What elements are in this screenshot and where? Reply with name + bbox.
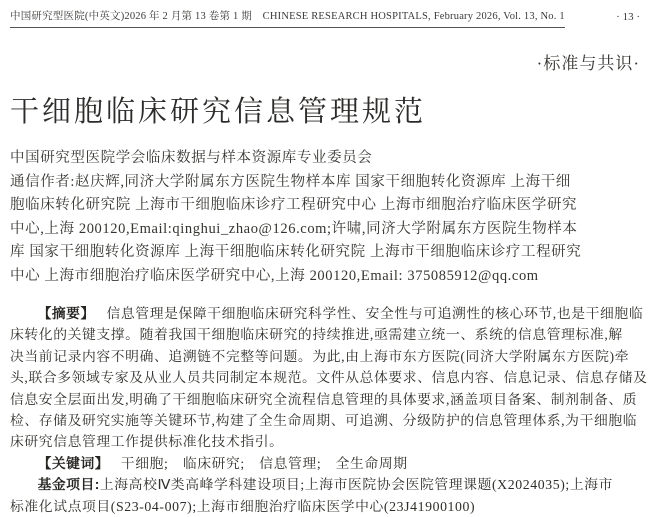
funding-second-line: 标准化试点项目(S23-04-007);上海市细胞治疗临床医学中心(23J41900100) — [10, 498, 476, 514]
article-title: 干细胞临床研究信息管理规范 — [10, 96, 427, 128]
text-line: 中心,上海 200120,Email:qinghui_zhao@126.com;许啸,同济大学附属东方医院生物样本 — [10, 220, 578, 237]
text-line: 胞临床转化研究院 上海市干细胞临床诊疗工程研究中心 上海市细胞治疗临床医学研究 — [10, 197, 578, 213]
text-line: 头,联合多领域专家及从业人员共同制定本规范。文件从总体要求、信息内容、信息记录、信息存储及 — [10, 370, 648, 386]
text-line: 决当前记录内容不明确、追溯链不完整等问题。为此,由上海市东方医院(同济大学附属东方医院)牵 — [10, 348, 630, 364]
abstract-block — [10, 303, 648, 517]
author-committee: 中国研究型医院学会临床数据与样本资源库专业委员会 — [10, 150, 373, 166]
page-number: · 13 · — [616, 11, 640, 23]
correspondence-block — [10, 171, 648, 289]
journal-citation: 中国研究型医院(中英文)2026 年 2 月第 13 卷第 1 期 CHINESE RESEARCH HOSPITALS, February 2026, Vol. 13, No. 1 — [10, 10, 565, 28]
text-line: 床研究信息管理工作提供标准化技术指引。 — [10, 434, 284, 450]
text-line: 信息安全层面出发,明确了干细胞临床研究全流程信息管理的具体要求,涵盖项目备案、制剂制备、质 — [10, 391, 638, 407]
keywords-row — [10, 453, 648, 474]
keywords-label: 【关键词】 — [37, 455, 110, 471]
text-line: 库 国家干细胞转化资源库 上海干细胞临床转化研究院 上海市干细胞临床诊疗工程研究 — [10, 244, 582, 260]
text-line: 检、存储及研究实施等关键环节,构建了全生命周期、可追溯、分级防护的信息管理体系,为干细胞临 — [10, 413, 638, 429]
abstract-first-row — [10, 303, 648, 324]
abstract-lines — [10, 324, 648, 452]
abstract-label: 【摘要】 — [37, 306, 95, 321]
funding-first-row — [10, 474, 648, 495]
funding-first-line: 上海高校Ⅳ类高峰学科建设项目;上海市医院协会医院管理课题(X2024035);上海市 — [99, 477, 614, 493]
text-line: 床转化的关键支撑。随着我国干细胞临床研究的持续推进,亟需建立统一、系统的信息管理标准,解 — [10, 327, 623, 343]
author-affiliation-block — [10, 147, 648, 288]
abstract-first-line: 信息管理是保障干细胞临床研究科学性、安全性与可追溯性的核心环节,也是干细胞临 — [106, 306, 644, 321]
section-label: ·标准与共识· — [536, 54, 640, 73]
funding-label: 基金项目: — [37, 477, 100, 493]
text-line: 中心 上海市细胞治疗临床医学研究中心,上海 200120,Email: 375085912@qq.com — [10, 267, 539, 284]
keywords-content: 干细胞; 临床研究; 信息管理; 全生命周期 — [120, 455, 408, 471]
text-line: 通信作者:赵庆辉,同济大学附属东方医院生物样本库 国家干细胞转化资源库 上海干细 — [10, 173, 571, 190]
running-header — [10, 10, 648, 28]
